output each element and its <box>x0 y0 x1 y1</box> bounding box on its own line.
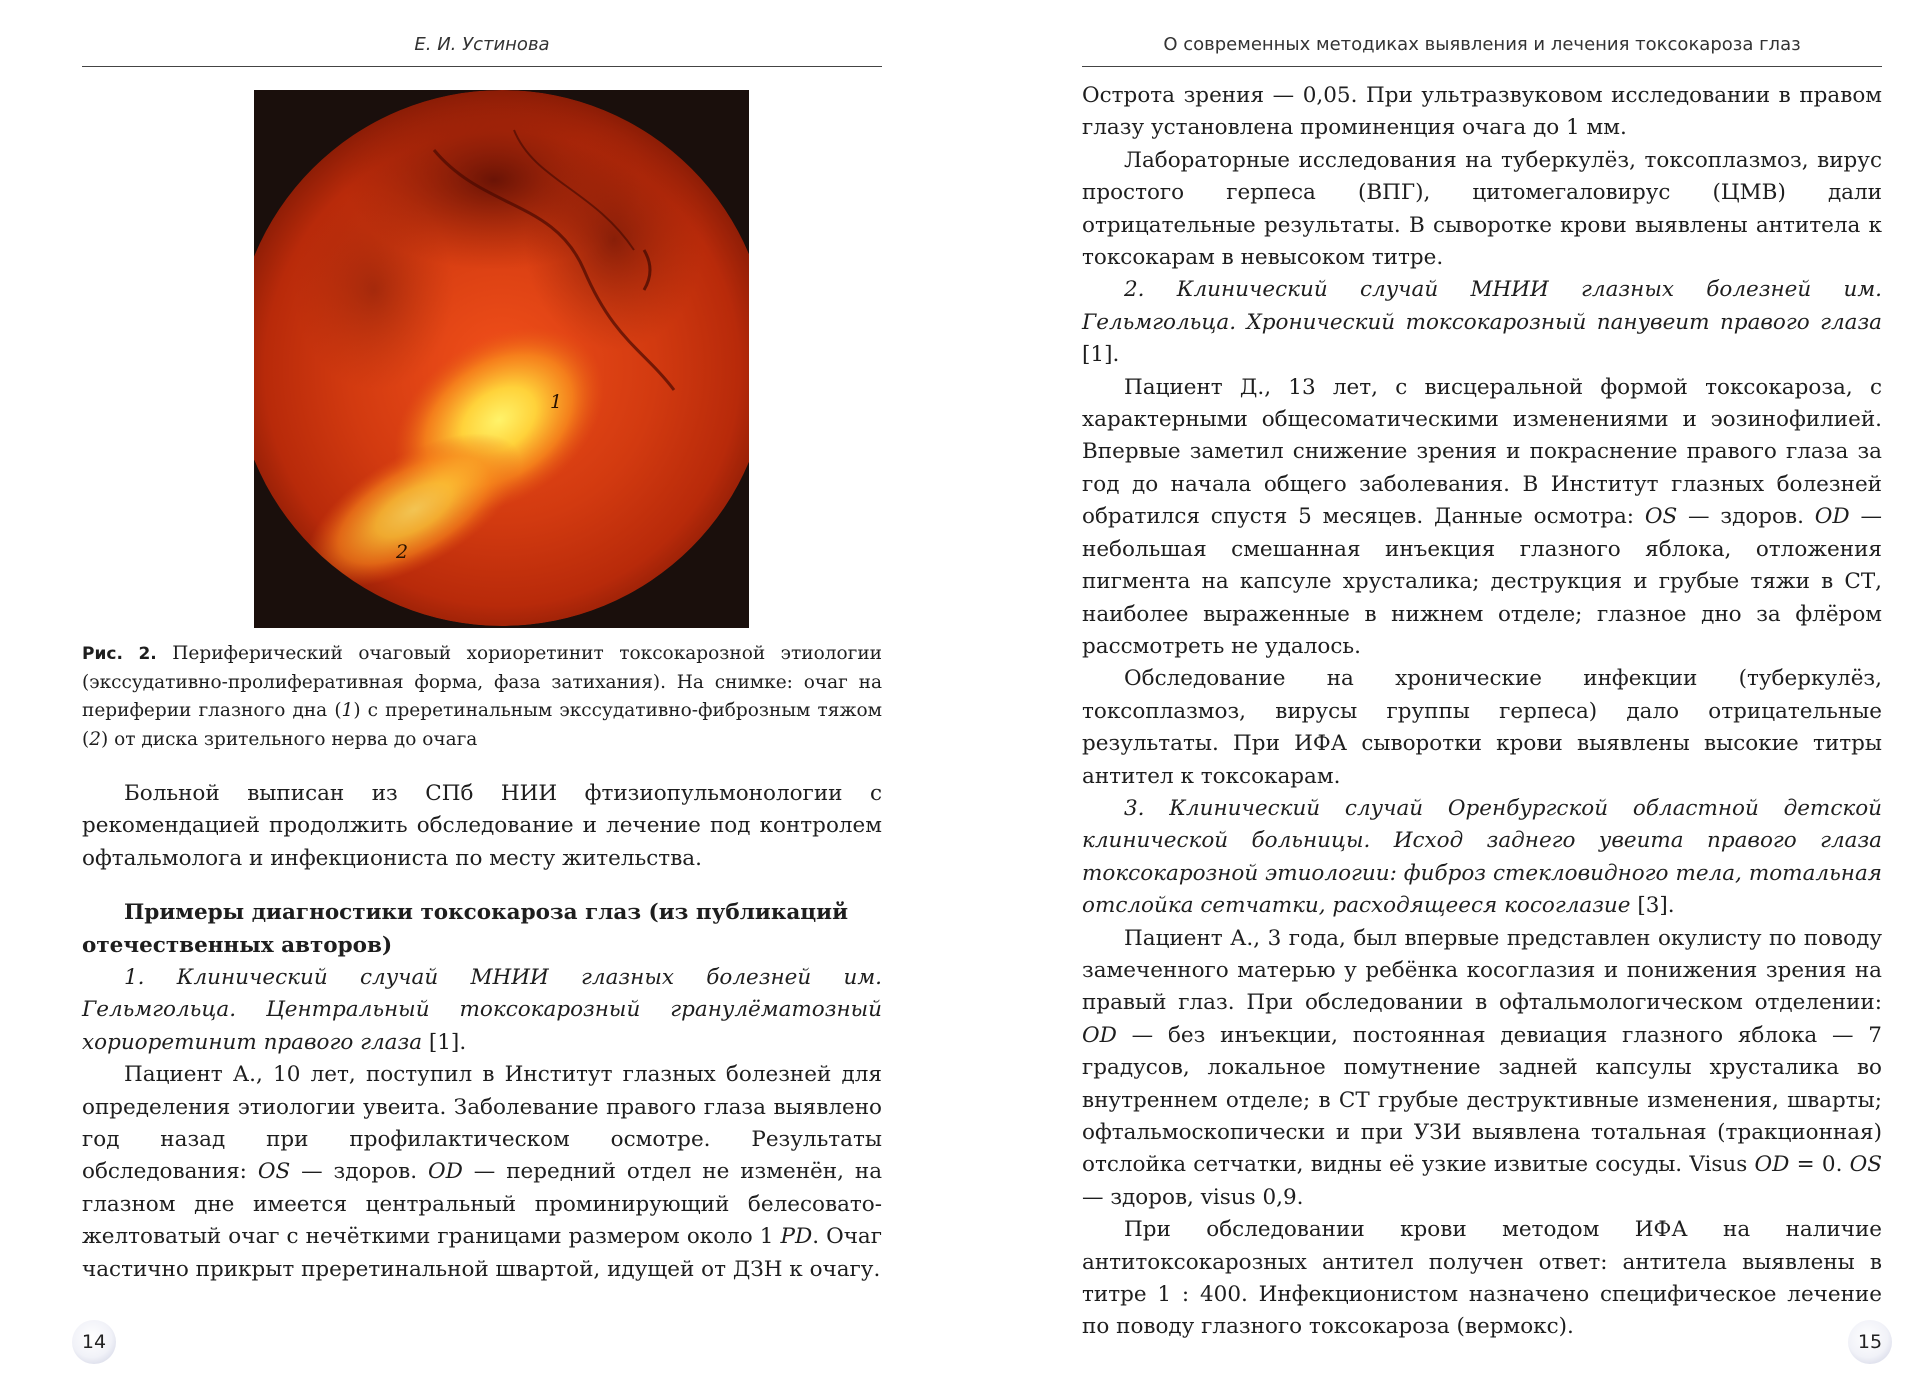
case3-paragraph <box>1082 923 1882 1215</box>
case3-od-2: OD <box>1754 1152 1790 1178</box>
case1-od: OD <box>427 1159 463 1185</box>
case1-os: OS <box>257 1159 291 1185</box>
right-body <box>1082 80 1882 1344</box>
case3-text-d: — здоров, visus 0,9. <box>1082 1184 1304 1210</box>
case1-title-text: 1. Клинический случай МНИИ глазных болезней им. Гельмгольца. Центральный токсокарозный гранулёматозный хориоретинит правого глаза <box>82 965 882 1055</box>
case1-text-b: — здоров. <box>290 1159 428 1185</box>
case2-paragraph-2: Обследование на хронические инфекции (туберкулёз, токсоплазмоз, вирусы группы герпеса) дало отрицательные результаты. При ИФА сыворотки крови выявлены высокие титры антител к токсокарам. <box>1082 666 1882 789</box>
caption-text-b: ) с преретинальным экссудативно-фиброзным тяжом ( <box>82 700 883 750</box>
running-head-title: О современных методиках выявления и лечения токсокароза глаз <box>1163 34 1801 55</box>
case3-text-b: — без инъекции, постоянная девиация глазного яблока — 7 градусов, локальное помутнение задней капсулы хрусталика во внутреннем отделе; в СТ грубые деструктивные изменения, шварты; офтальмоскопически и при УЗИ выявлена тотальная (тракционная) отслойка сетчатки, видны её узкие извитые сосуды. Visus <box>1082 1022 1882 1178</box>
figure-label-2: 2 <box>396 541 409 563</box>
section-heading: Примеры диагностики токсокароза глаз (из публикаций отечественных авторов) <box>82 900 849 958</box>
caption-ref-1: 1 <box>341 700 354 721</box>
case3-os: OS <box>1849 1152 1882 1178</box>
figure-caption <box>82 640 882 754</box>
left-body <box>82 778 882 1286</box>
case3-ref: [3]. <box>1630 893 1675 919</box>
caption-text-a: Периферический очаговый хориоретинит токсокарозной этиологии (экссудативно-пролиферативная форма, фаза затихания). На снимке: очаг на периферии глазного дна ( <box>82 643 882 721</box>
figure-label-1: 1 <box>550 391 563 413</box>
caption-label: Рис. 2. <box>82 644 157 664</box>
case3-text-a: Пациент А., 3 года, был впервые представлен окулисту по поводу замеченного матерью у ребёнка косоглазия и понижения зрения на правый глаз. При обследовании в офтальмологическом отделении: <box>1082 925 1882 1016</box>
case1-pd: PD <box>780 1224 813 1250</box>
case1-ref: [1]. <box>422 1029 467 1055</box>
page-number-right: 15 <box>1848 1320 1892 1364</box>
case2-title-text: 2. Клинический случай МНИИ глазных болезней им. Гельмгольца. Хронический токсокарозный панувеит правого глаза <box>1082 277 1882 335</box>
case1-text-a: Пациент А., 10 лет, поступил в Институт глазных болезней для определения этиологии увеита. Заболевание правого глаза выявлено год назад при профилактическом осмотре. Результаты обследования: <box>82 1062 882 1185</box>
caption-text-c: ) от диска зрительного нерва до очага <box>101 728 478 750</box>
case2-paragraph <box>1082 372 1882 664</box>
case3-od: OD <box>1082 1022 1117 1048</box>
left-page <box>82 0 882 1383</box>
running-head-author: Е. И. Устинова <box>414 34 550 55</box>
case3-title-text: 3. Клинический случай Оренбургской областной детской клинической больницы. Исход заднего увеита правого глаза токсокарозной этиологии: фиброз стекловидного тела, тотальная отслойка сетчатки, расходящееся косоглазие <box>1082 795 1882 919</box>
case2-ref: [1]. <box>1082 342 1120 368</box>
case2-title <box>1082 274 1882 371</box>
paragraph-visus: Острота зрения — 0,05. При ультразвуковом исследовании в правом глазу установлена проминенция очага до 1 мм. <box>1082 83 1882 141</box>
case1-paragraph <box>82 1059 882 1286</box>
case1-text-c: — передний отдел не изменён, на глазном дне имеется центральный проминирующий белесовато-желтоватый очаг с нечёткими границами размером около 1 <box>82 1159 883 1250</box>
caption-ref-2: 2 <box>89 728 101 750</box>
case2-os: OS <box>1644 504 1678 530</box>
case2-text-a: Пациент Д., 13 лет, с висцеральной формой токсокароза, с характерными общесоматическими изменениями и эозинофилией. Впервые заметил снижение зрения и покраснение правого глаза за год до начала общего заболевания. В Институт глазных болезней обратился спустя 5 месяцев. Данные осмотра: <box>1082 374 1882 530</box>
fundus-photo <box>254 90 749 628</box>
case3-text-c: = 0. <box>1789 1152 1850 1178</box>
header-rule <box>1082 66 1882 67</box>
case3-title <box>1082 793 1882 923</box>
case1-title <box>82 962 882 1059</box>
case2-text-b: — здоров. <box>1677 504 1815 530</box>
page-number-left: 14 <box>72 1320 116 1364</box>
fundus-photo-svg <box>254 90 749 628</box>
case3-paragraph-2: При обследовании крови методом ИФА на наличие антитоксокарозных антител получен ответ: антитела выявлены в титре 1 : 400. Инфекционистом назначено специфическое лечение по поводу глазного токсокароза (вермокс). <box>1082 1217 1882 1340</box>
case2-od: OD <box>1814 504 1850 530</box>
case2-text-c: — небольшая смешанная инъекция глазного яблока, отложения пигмента на капсуле хрусталика; деструкция и грубые тяжи в СТ, наиболее выраженные в нижнем отделе; глазное дно за флёром рассмотреть не удалось. <box>1082 504 1882 659</box>
paragraph-discharge: Больной выписан из СПб НИИ фтизиопульмонологии с рекомендацией продолжить обследование и лечение под контролем офтальмолога и инфекциониста по месту жительства. <box>82 781 882 871</box>
header-rule <box>82 66 882 67</box>
right-page <box>1082 0 1882 1383</box>
paragraph-lab: Лабораторные исследования на туберкулёз, токсоплазмоз, вирус простого герпеса (ВПГ), цитомегаловирус (ЦМВ) дали отрицательные результаты. В сыворотке крови выявлены антитела к токсокарам в невысоком титре. <box>1082 147 1882 271</box>
case1-text-d: . Очаг частично прикрыт преретинальной швартой, идущей от ДЗН к очагу. <box>82 1224 882 1282</box>
